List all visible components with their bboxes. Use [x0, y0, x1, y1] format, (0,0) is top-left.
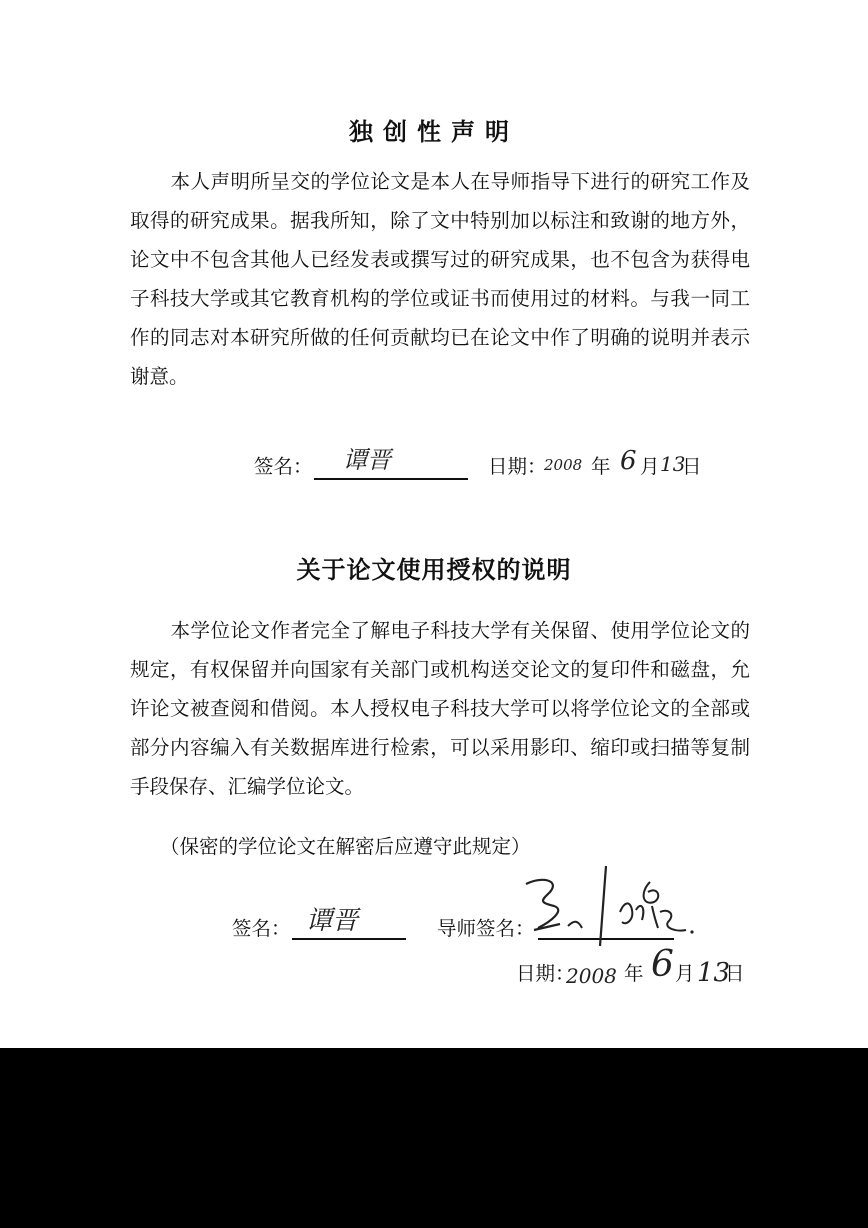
declaration-date-label: 日期：	[488, 455, 547, 478]
declaration-text: 本人声明所呈交的学位论文是本人在导师指导下进行的研究工作及取得的研究成果。据我所知，除了文中特别加以标注和致谢的地方外，论文中不包含其他人已经发表或撰写过的研究成果，也不包含为获得电子科技大学或其它教育机构的学位或证书而使用过的材料。与我一同工作的同志对本研究所做的任何贡献均已在论文中作了明确的说明并表示谢意。	[130, 170, 750, 388]
declaration-date-year: 2008	[544, 456, 583, 474]
advisor-signature-label: 导师签名：	[437, 917, 535, 940]
authorization-date-month: 6	[651, 944, 674, 985]
authorization-year-unit: 年	[624, 962, 644, 985]
authorization-date-day: 13	[697, 958, 731, 988]
authorization-title: 关于论文使用授权的说明	[296, 556, 572, 584]
declaration-month-unit: 月	[640, 455, 660, 478]
declaration-year-unit: 年	[591, 455, 611, 478]
declaration-day-unit: 日	[682, 455, 702, 478]
authorization-body	[130, 611, 750, 806]
authorization-date-label: 日期：	[516, 962, 575, 985]
authorization-date-year: 2008	[566, 964, 617, 988]
authorization-day-unit: 日	[725, 962, 745, 985]
advisor-handwritten-signature	[520, 862, 700, 946]
declaration-body	[130, 162, 750, 396]
declaration-title: 独创性声明	[349, 118, 519, 146]
declaration-date-day: 13	[660, 452, 686, 476]
author-signature: 谭晋	[306, 906, 359, 936]
confidential-note: （保密的学位论文在解密后应遵守此规定）	[160, 835, 531, 858]
declaration-signature: 谭晋	[343, 446, 391, 474]
declaration-signature-label: 签名：	[254, 455, 313, 478]
author-signature-line	[292, 938, 406, 940]
declaration-date-month: 6	[620, 446, 637, 476]
declaration-signature-line	[314, 478, 468, 480]
authorization-text: 本学位论文作者完全了解电子科技大学有关保留、使用学位论文的规定，有权保留并向国家有关部门或机构送交论文的复印件和磁盘，允许论文被查阅和借阅。本人授权电子科技大学可以将学位论文的全部或部分内容编入有关数据库进行检索，可以采用影印、缩印或扫描等复制手段保存、汇编学位论文。	[130, 619, 750, 798]
author-signature-label: 签名：	[232, 917, 291, 940]
authorization-month-unit: 月	[675, 962, 695, 985]
